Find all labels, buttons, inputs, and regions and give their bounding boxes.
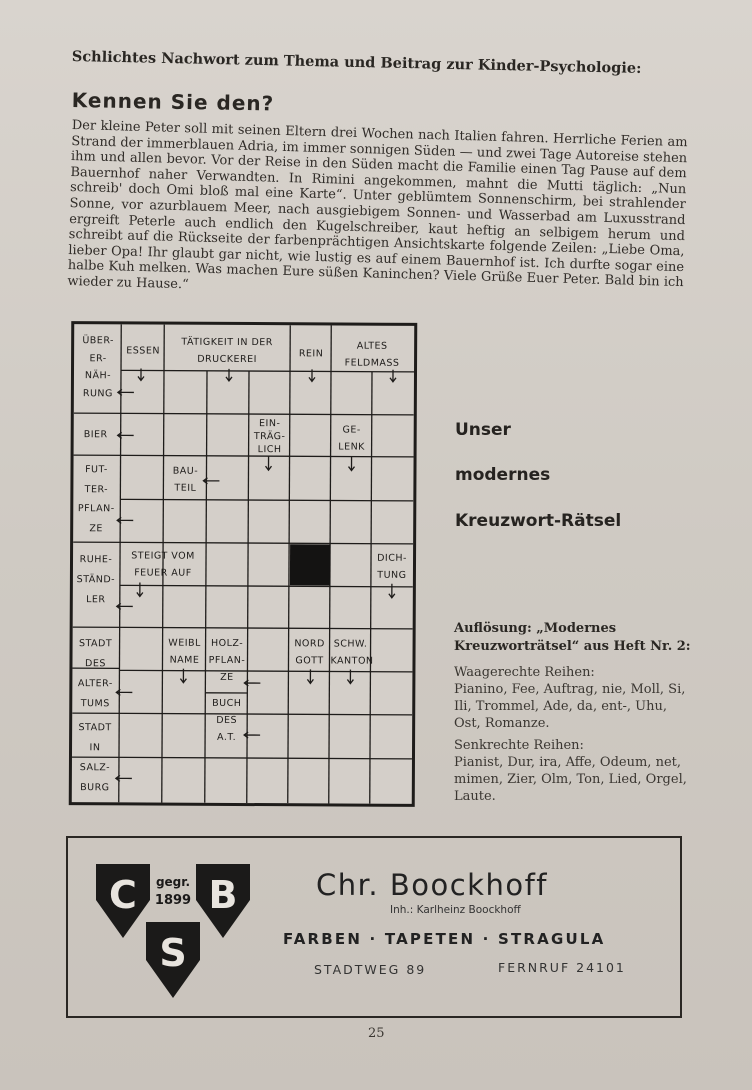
article-headline: Kennen Sie den? — [71, 88, 275, 116]
clue-bier: BIER — [83, 429, 108, 441]
clue-gelenk: GE- LENK — [338, 424, 365, 453]
clue-futterpflanze: FUT- TER- PFLAN- ZE — [77, 464, 115, 534]
clue-stadt-des-altertums: STADT DES ALTER- TUMS — [77, 638, 113, 710]
clue-holzpflanze: HOLZ- PFLAN- ZE — [208, 637, 246, 683]
company-products: FARBEN · TAPETEN · STRAGULA — [283, 930, 606, 948]
clue-stadt-in-salzburg: STADT IN SALZ- BURG — [78, 722, 112, 794]
logo-founded: gegr. — [155, 875, 191, 889]
horizontal-words: Pianino, Fee, Auftrag, nie, Moll, Si, Ili, Trommel, Ade, da, ent-, Uhu, Ost, Romanze. — [454, 682, 686, 731]
clue-buch-des-at: BUCH DES A.T. — [212, 697, 242, 743]
clue-taetigkeit: TÄTIGKEIT IN DER DRUCKEREI — [181, 336, 273, 366]
logo-letter-s: S — [159, 931, 187, 975]
company-owner: Inh.: Karlheinz Boockhoff — [390, 904, 521, 916]
clue-ueberernaehrung: ÜBER- ER- NÄH- RUNG — [82, 335, 115, 399]
clue-altes-feldmass: ALTES FELDMASS — [344, 340, 400, 369]
sidebar-title-line-1: Unser — [455, 420, 511, 440]
black-square — [290, 544, 330, 585]
crossword-grid — [69, 321, 418, 807]
company-name: Chr. Boockhoff — [316, 868, 548, 902]
clue-dichtung: DICH- TUNG — [377, 552, 407, 581]
article-kicker: Schlichtes Nachwort zum Thema und Beitrag zur Kinder-Psychologie: — [71, 48, 642, 77]
clue-steigt-vom-feuer-auf: STEIGT VOM FEUER AUF — [131, 550, 195, 579]
clue-ruhestaendler: RUHE- STÄND- LER — [76, 554, 116, 606]
vertical-label: Senkrechte Reihen: — [454, 738, 584, 753]
clue-rein: REIN — [298, 348, 324, 360]
clue-eintraeglich: EIN- TRÄG- LICH — [253, 418, 286, 456]
advertisement-box — [66, 836, 682, 1018]
clue-essen: ESSEN — [126, 345, 160, 357]
vertical-words: Pianist, Dur, ira, Affe, Odeum, net, mimen, Zier, Olm, Ton, Lied, Orgel, Laute. — [454, 755, 687, 804]
article-body — [67, 118, 688, 307]
clue-bauteil: BAU- TEIL — [172, 465, 199, 494]
sidebar-title-line-3: Kreuzwort-Rätsel — [455, 511, 622, 531]
solution-title: Auflösung: „Modernes Kreuzworträtsel“ aus Heft Nr. 2: — [454, 621, 691, 654]
company-logo — [92, 860, 254, 1000]
clue-weibl-name: WEIBL NAME — [168, 637, 201, 666]
page-number: 25 — [368, 1026, 385, 1041]
company-phone: FERNRUF 24101 — [498, 960, 626, 975]
logo-letter-c: C — [109, 873, 137, 917]
clue-nordgott: NORD GOTT — [294, 638, 325, 667]
article-paragraph: Der kleine Peter soll mit seinen Eltern drei Wochen nach Italien fahren. Herrliche Ferien am Strand der immerblauen Adria, im immer sonnigen Süden — und zwei Tage Autoreise stehen ihm und allen bevor. Vor der Reise in den Süden macht die Familie einen Tag Pause auf dem Bauernhof naher Verwandten. In Rimini angekommen, mahnt die Mutti täglich: „Nun schreib' doch Omi bloß mal eine Karte“. Unter geblümtem Sonnenschirm, bei strahlender Sonne, vor azurblauem Meer, nach ausgiebigem Sonnen- und Wasserbad am Luxusstrand ergreift Peterle auch endlich den Kugelschreiber, kaut heftig an selbigem herum und schreibt auf die Rückseite der farbenprächtigen Ansichtskarte folgende Zeilen: „Liebe Oma, lieber Opa! Ihr glaubt gar nicht, wie lustig es auf einem Bauernhof ist. Ich durfte sogar eine halbe Kuh melken. Was machen Eure süßen Kaninchen? Viele Grüße Euer Peter. Bald bin ich wieder zu Hause.“ — [67, 118, 688, 293]
logo-year: 1899 — [154, 893, 192, 908]
horizontal-label: Waagerechte Reihen: — [454, 665, 595, 680]
clue-schw-kanton: SCHW. KANTON — [330, 638, 374, 667]
sidebar-title-line-2: modernes — [455, 465, 551, 485]
logo-letter-b: B — [208, 873, 238, 917]
company-address: STADTWEG 89 — [314, 962, 427, 977]
